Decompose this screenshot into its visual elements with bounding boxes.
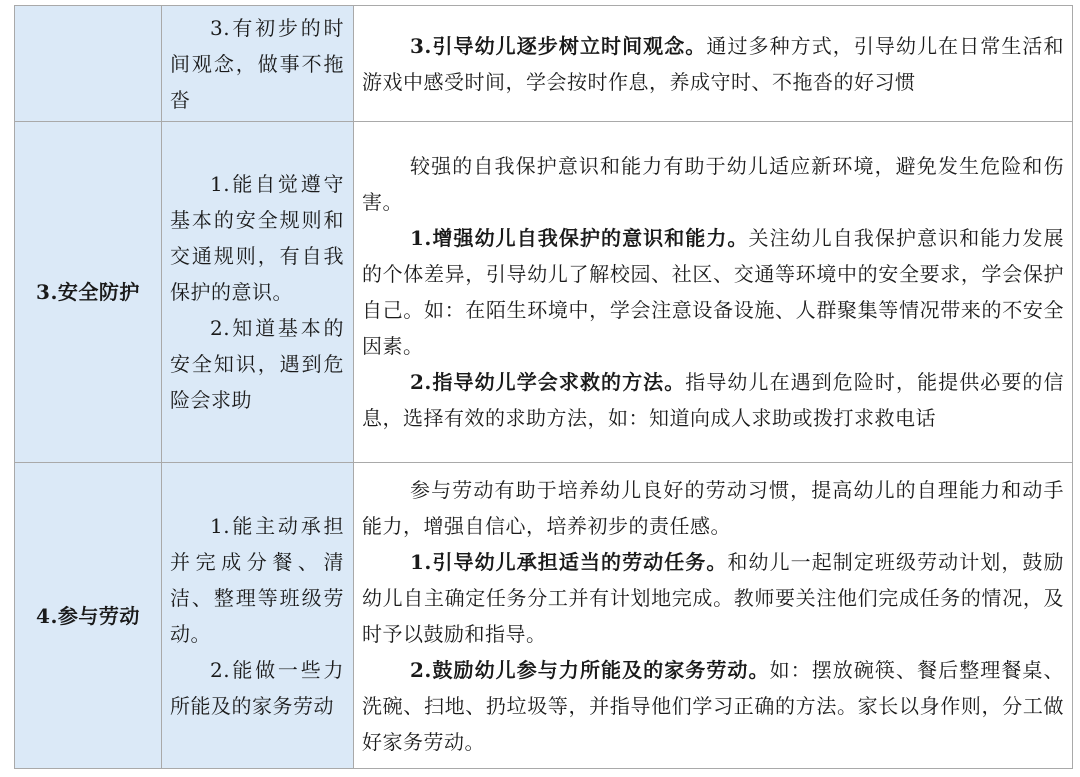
guidance-cell (354, 122, 1073, 463)
goal-cell (162, 6, 354, 122)
guidance-text: 和幼儿一起制定班级劳动计划，鼓励幼儿自主确定任务分工并有计划地完成。教师要关注他们完成任务的情况，及时予以鼓励和指导。 (362, 549, 1064, 646)
guidance-text: 较强的自我保护意识和能力有助于幼儿适应新环境，避免发生危险和伤害。 (362, 154, 1064, 214)
goal-item: 1.能自觉遵守基本的安全规则和交通规则，有自我保护的意识。 (170, 172, 344, 304)
guidance-text: 如：摆放碗筷、餐后整理餐桌、洗碗、扫地、扔垃圾等，并指导他们学习正确的方法。家长以身作则，分工做好家务劳动。 (362, 657, 1064, 754)
guidance-paragraph (362, 148, 1064, 220)
goal-cell (162, 463, 354, 769)
guidance-cell (354, 6, 1073, 122)
guidance-lead: 3.引导幼儿逐步树立时间观念。 (410, 33, 707, 58)
area-cell (15, 122, 162, 463)
table-row (15, 122, 1073, 463)
guidance-lead: 2.指导幼儿学会求救的方法。 (410, 370, 686, 394)
guidance-table (14, 5, 1073, 769)
guidance-text: 参与劳动有助于培养幼儿良好的劳动习惯，提高幼儿的自理能力和动手能力，增强自信心，培养初步的责任感。 (362, 477, 1064, 538)
area-label: 4.参与劳动 (36, 603, 140, 628)
goal-item: 3.有初步的时间观念，做事不拖沓 (170, 15, 344, 112)
guidance-paragraph (362, 28, 1064, 100)
goal-cell (162, 122, 354, 463)
goal-item: 2.能做一些力所能及的家务劳动 (170, 657, 344, 718)
guidance-cell (354, 463, 1073, 769)
guidance-lead: 1.增强幼儿自我保护的意识和能力。 (410, 226, 749, 250)
guidance-paragraph (362, 472, 1064, 544)
guidance-paragraph (362, 544, 1064, 652)
goal-item: 1.能主动承担并完成分餐、清洁、整理等班级劳动。 (170, 513, 344, 646)
guidance-paragraph (362, 652, 1064, 760)
area-cell (15, 463, 162, 769)
guidance-paragraph (362, 220, 1064, 364)
table-row (15, 6, 1073, 122)
guidance-text: 通过多种方式，引导幼儿在日常生活和游戏中感受时间，学会按时作息，养成守时、不拖沓的好习惯 (362, 33, 1064, 94)
guidance-paragraph (362, 364, 1064, 436)
guidance-text: 指导幼儿在遇到危险时，能提供必要的信息，选择有效的求助方法，如：知道向成人求助或拨打求救电话 (362, 370, 1064, 430)
table-row (15, 463, 1073, 769)
guidance-text: 关注幼儿自我保护意识和能力发展的个体差异，引导幼儿了解校园、社区、交通等环境中的安全要求，学会保护自己。如：在陌生环境中，学会注意设备设施、人群聚集等情况带来的不安全因素。 (362, 226, 1064, 358)
area-label: 3.安全防护 (36, 280, 140, 304)
guidance-lead: 2.鼓励幼儿参与力所能及的家务劳动。 (410, 657, 770, 682)
guidance-lead: 1.引导幼儿承担适当的劳动任务。 (410, 549, 728, 574)
goal-item: 2.知道基本的安全知识，遇到危险会求助 (170, 316, 344, 412)
area-cell (15, 6, 162, 122)
